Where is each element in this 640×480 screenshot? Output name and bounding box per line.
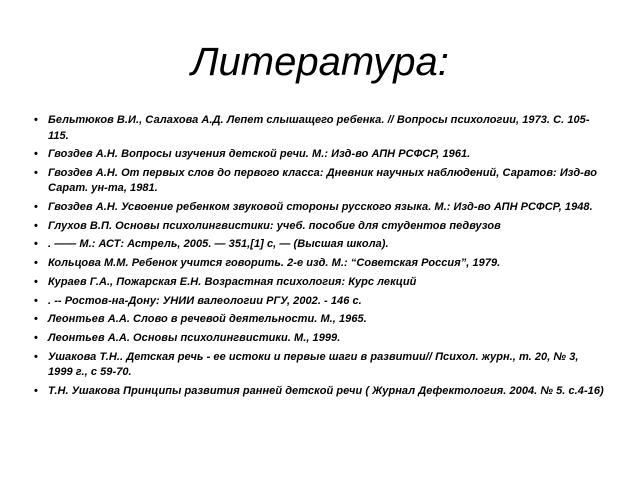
reference-item [34,294,604,310]
bullet-icon: • [34,148,38,161]
slide-title: Литература: [191,40,449,84]
reference-text: Кураев Г.А., Пожарская Е.Н. Возрастная психология: Курс лекций [48,275,417,288]
reference-text: Леонтьев А.А. Основы психолингвистики. М., 1999. [48,331,341,344]
bullet-icon: • [34,384,38,397]
reference-item [34,219,604,235]
reference-item [34,237,604,253]
reference-text: Гвоздев А.Н. От первых слов до первого класса: Дневник научных наблюдений, Саратов: Изд-во Сарат. ун-та, 1981. [48,166,598,195]
reference-item [34,275,604,291]
reference-item [34,166,604,197]
reference-text: . —— М.: АСТ: Астрель, 2005. — 351,[1] с, — (Высшая школа). [48,238,389,251]
reference-item [34,350,604,381]
reference-text: Леонтьев А.А. Слово в речевой деятельности. М., 1965. [48,313,367,326]
reference-item [34,200,604,216]
reference-text: . -- Ростов-на-Дону: УНИИ валеологии РГУ, 2002. - 146 с. [48,294,362,307]
reference-text: Глухов В.П. Основы психолингвистики: учеб. пособие для студентов педвузов [48,219,501,232]
bullet-icon: • [34,350,38,363]
reference-list [34,113,604,402]
bullet-icon: • [34,313,38,326]
bullet-icon: • [34,219,38,232]
reference-item [34,113,604,144]
bullet-icon: • [34,166,38,179]
bullet-icon: • [34,114,38,126]
reference-item [34,256,604,272]
reference-item [34,384,604,400]
reference-item [34,312,604,328]
reference-text: Гвоздев А.Н. Усвоение ребенком звуковой стороны русского языка. М.: Изд-во АПН РСФСР, 1948. [48,201,593,214]
bullet-icon: • [34,275,38,288]
reference-text: Кольцова М.М. Ребенок учится говорить. 2-е изд. М.: “Советская Россия”, 1979. [48,257,501,270]
reference-item [34,331,604,347]
reference-text: Бельтюков В.И., Салахова А.Д. Лепет слышащего ребенка. // Вопросы психологии, 1973. С. 105-115. [48,114,590,142]
bullet-icon: • [34,238,38,251]
reference-text: Ушакова Т.Н.. Детская речь - ее истоки и первые шаги в развитии// Психол. журн., т. 20, № 3, 1999 г., с 59-70. [48,350,579,379]
reference-text: Т.Н. Ушакова Принципы развития ранней детской речи ( Журнал Дефектология. 2004. № 5. с.4-16) [48,384,604,397]
bullet-icon: • [34,201,38,214]
reference-text: Гвоздев А.Н. Вопросы изучения детской речи. М.: Изд-во АПН РСФСР, 1961. [48,148,471,161]
bullet-icon: • [34,294,38,307]
reference-item [34,147,604,163]
bullet-icon: • [34,331,38,344]
bullet-icon: • [34,257,38,270]
